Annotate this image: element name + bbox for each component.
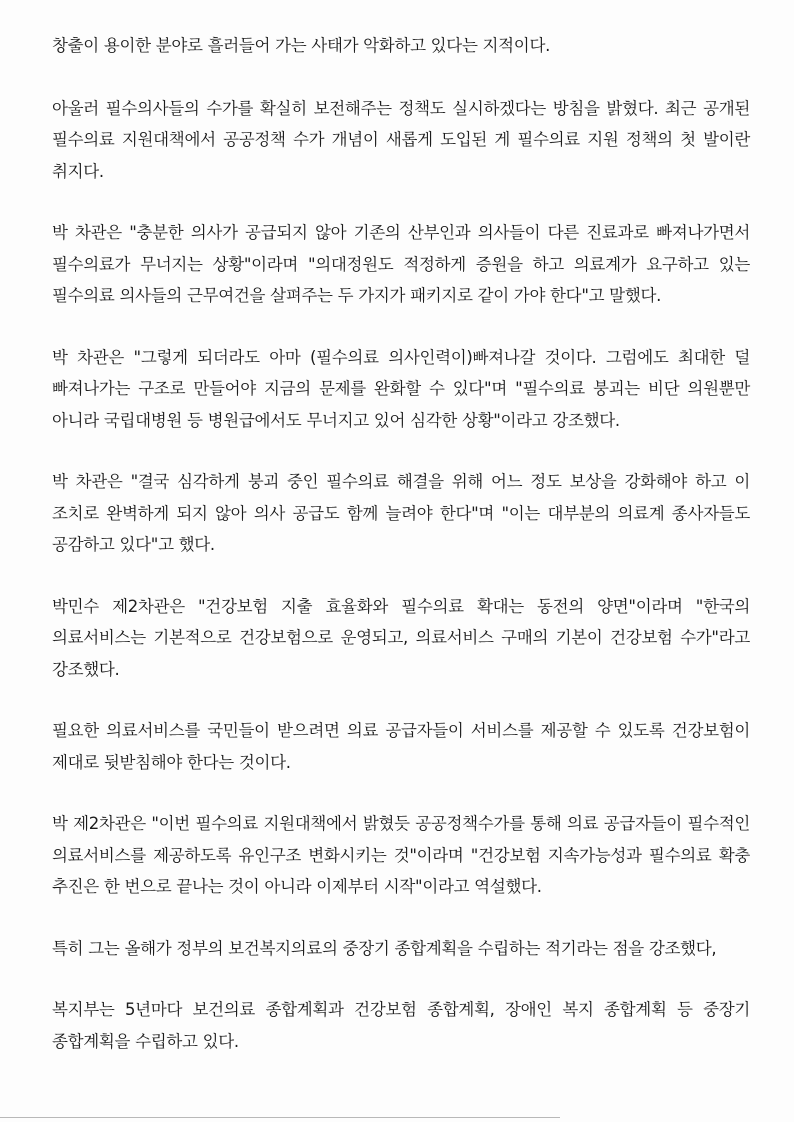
article-paragraph-4: 박 차관은 "그렇게 되더라도 아마 (필수의료 의사인력이)빠져나갈 것이다. 그럼에도 최대한 덜 빠져나가는 구조로 만들어야 지금의 문제를 완화할 수 있다"며 "필수의료 붕괴는 비단 의원뿐만 아니라 국립대병원 등 병원급에서도 무너지고 있어 심각한 상황"이라고 강조했다. xyxy=(52,347,750,430)
page-bottom-divider xyxy=(0,1117,560,1118)
article-paragraph-10: 복지부는 5년마다 보건의료 종합계획과 건강보험 종합계획, 장애인 복지 종합계획 등 중장기 종합계획을 수립하고 있다. xyxy=(52,1000,750,1051)
article-paragraph-2: 아울러 필수의사들의 수가를 확실히 보전해주는 정책도 실시하겠다는 방침을 밝혔다. 최근 공개된 필수의료 지원대책에서 공공정책 수가 개념이 새롭게 도입된 게 필수의료 지원 정책의 첫 발이란 취지다. xyxy=(52,98,750,181)
article-paragraph-8: 박 제2차관은 "이번 필수의료 지원대책에서 밝혔듯 공공정책수가를 통해 의료 공급자들이 필수적인 의료서비스를 제공하도록 유인구조 변화시키는 것"이라며 "건강보험 지속가능성과 필수의료 확충 추진은 한 번으로 끝나는 것이 아니라 이제부터 시작"이라고 역설했다. xyxy=(52,814,750,896)
article-paragraph-5: 박 차관은 "결국 심각하게 붕괴 중인 필수의료 해결을 위해 어느 정도 보상을 강화해야 하고 이 조치로 완벽하게 되지 않아 의사 공급도 함께 늘려야 한다"며 "이는 대부분의 의료계 종사자들도 공감하고 있다"고 했다. xyxy=(52,472,750,554)
article-paragraph-3: 박 차관은 "충분한 의사가 공급되지 않아 기존의 산부인과 의사들이 다른 진료과로 빠져나가면서 필수의료가 무너지는 상황"이라며 "의대정원도 적정하게 증원을 하고 의료계가 요구하고 있는 필수의료 의사들의 근무여건을 살펴주는 두 가지가 패키지로 같이 가야 한다"고 말했다. xyxy=(52,223,750,305)
article-paragraph-1: 창출이 용이한 분야로 흘러들어 가는 사태가 악화하고 있다는 지적이다. xyxy=(52,36,551,55)
article-paragraph-7: 필요한 의료서비스를 국민들이 받으려면 의료 공급자들이 서비스를 제공할 수 있도록 건강보험이 제대로 뒷받침해야 한다는 것이다. xyxy=(52,721,750,772)
article-paragraph-9: 특히 그는 올해가 정부의 보건복지의료의 중장기 종합계획을 수립하는 적기라는 점을 강조했다, xyxy=(52,938,717,958)
article-body xyxy=(52,30,750,1087)
article-paragraph-6: 박민수 제2차관은 "건강보험 지출 효율화와 필수의료 확대는 동전의 양면"이라며 "한국의 의료서비스는 기본적으로 건강보험으로 운영되고, 의료서비스 구매의 기본이 건강보험 수가"라고 강조했다. xyxy=(52,596,750,679)
